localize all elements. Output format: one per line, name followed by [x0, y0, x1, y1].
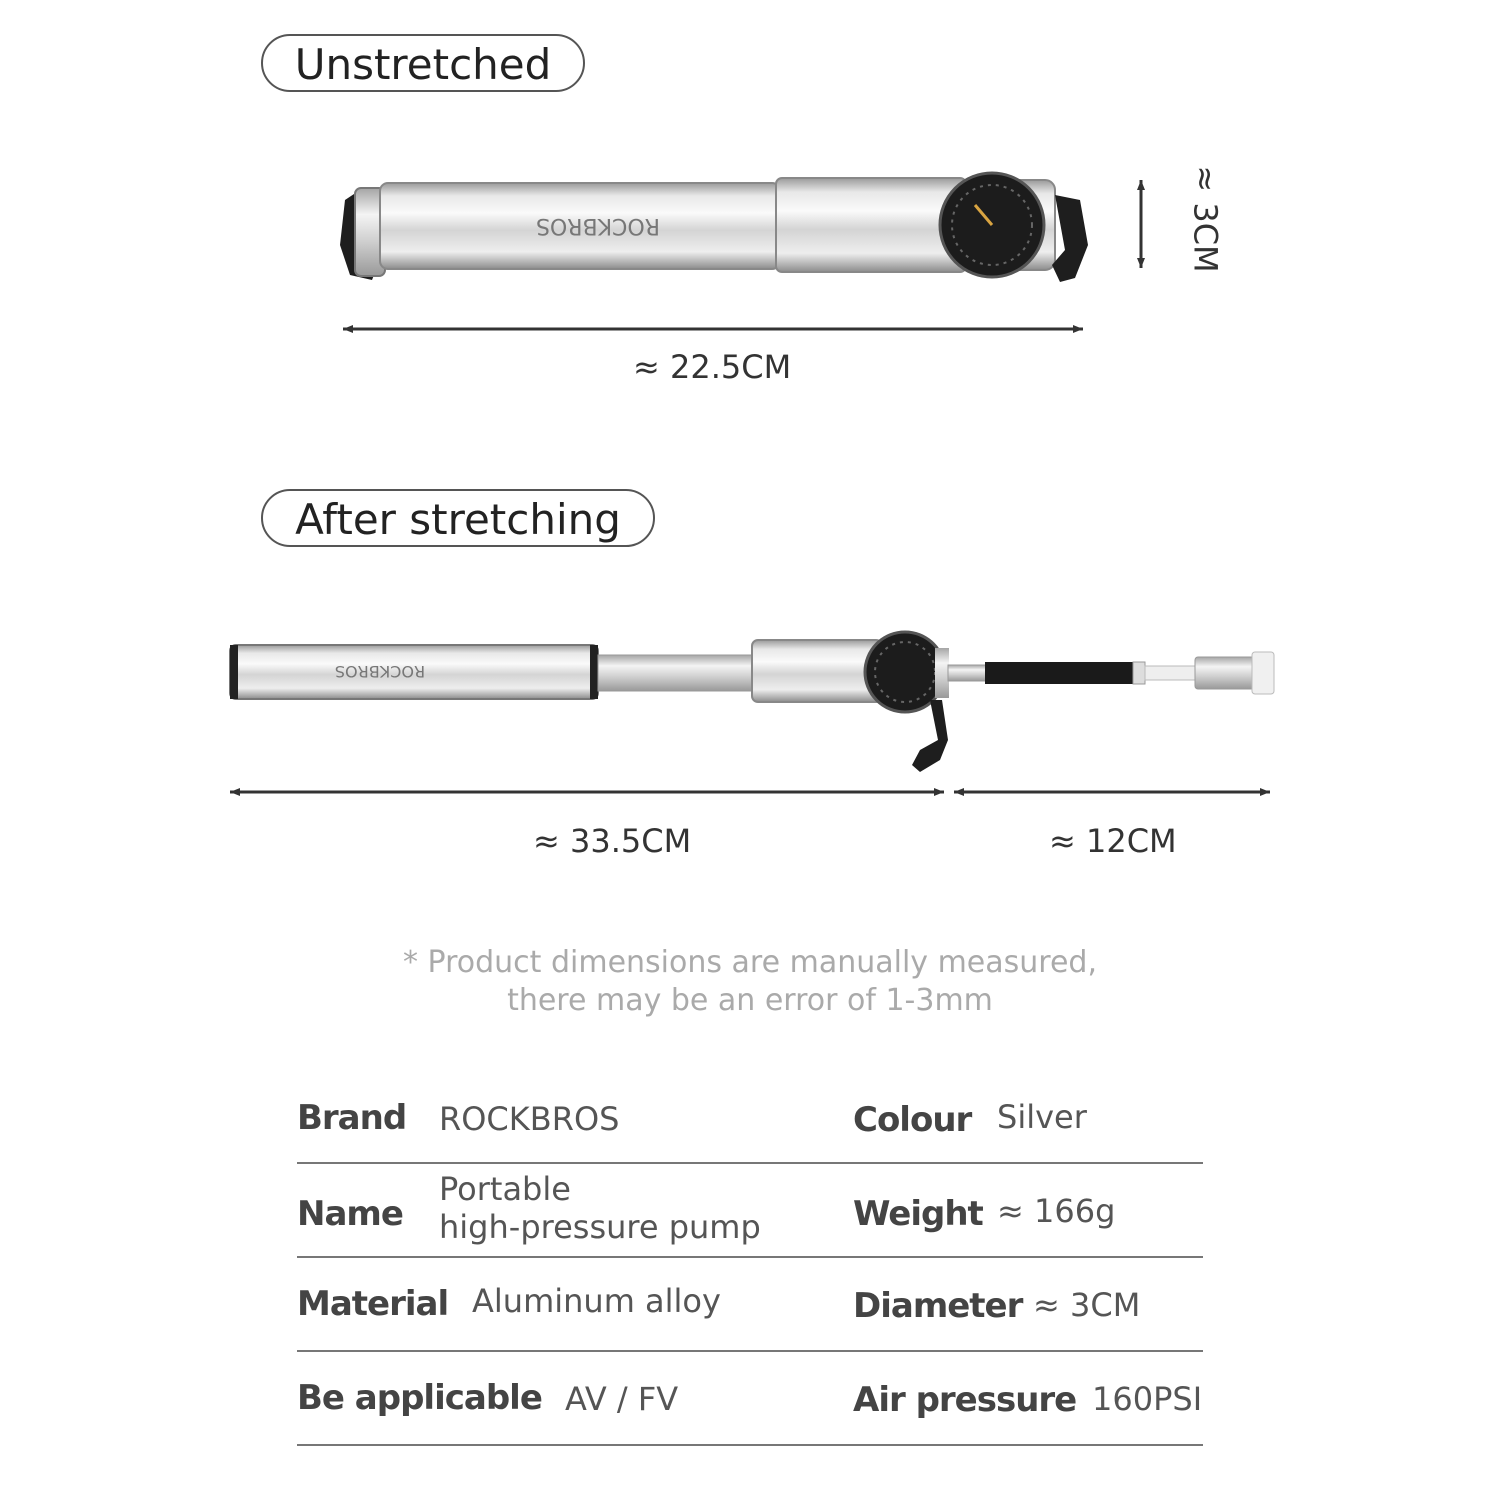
after-stretching-label: After stretching — [261, 489, 655, 547]
hose — [985, 662, 1133, 684]
spec-label: Material — [297, 1284, 449, 1324]
spec-row — [297, 1080, 1203, 1164]
unstretched-length-label: ≈ 22.5CM — [633, 348, 792, 386]
spec-value-2: Silver — [997, 1098, 1087, 1136]
spec-value-2: ≈ 166g — [997, 1192, 1116, 1230]
spec-label-2: Colour — [853, 1100, 972, 1140]
diameter-label: ≈ 3CM — [1186, 165, 1225, 273]
spec-row — [297, 1258, 1203, 1352]
engraved-brand: ROCKBROS — [535, 213, 661, 238]
diameter-arrow — [1137, 180, 1145, 268]
spec-row — [297, 1352, 1203, 1446]
spec-value: AV / FV — [565, 1380, 679, 1418]
note-line-1: * Product dimensions are manually measured, — [403, 945, 1097, 980]
engraved-brand-stretched: ROCKBROS — [334, 662, 426, 681]
stretched-length-label: ≈ 33.5CM — [533, 822, 692, 860]
unstretched-pump — [340, 173, 1088, 282]
spec-table — [297, 1080, 1203, 1446]
note-line-2: there may be an error of 1-3mm — [507, 983, 993, 1018]
spec-value-line-2: high-pressure pump — [439, 1208, 761, 1246]
spec-label: Name — [297, 1194, 403, 1234]
unstretched-label: Unstretched — [261, 34, 585, 92]
spec-row — [297, 1164, 1203, 1258]
spec-label-2: Air pressure — [853, 1380, 1077, 1420]
stretched-pump — [230, 632, 1274, 772]
measurement-note — [0, 944, 1500, 1020]
spec-value: ROCKBROS — [439, 1100, 620, 1138]
spec-label-2: Diameter — [853, 1286, 1023, 1326]
length-arrow-unstretched — [343, 325, 1083, 333]
right-clip-icon — [1052, 195, 1088, 282]
spec-value: Aluminum alloy — [472, 1282, 721, 1320]
spec-value-2: 160PSI — [1092, 1380, 1203, 1418]
hose-length-label: ≈ 12CM — [1049, 822, 1177, 860]
length-arrow-stretched — [230, 788, 944, 796]
spec-label: Be applicable — [297, 1378, 542, 1418]
spec-value-line-1: Portable — [439, 1170, 571, 1208]
length-arrow-hose — [954, 788, 1270, 796]
spec-label-2: Weight — [853, 1194, 983, 1234]
spec-label: Brand — [297, 1098, 407, 1138]
spec-value-2: ≈ 3CM — [1033, 1286, 1141, 1324]
